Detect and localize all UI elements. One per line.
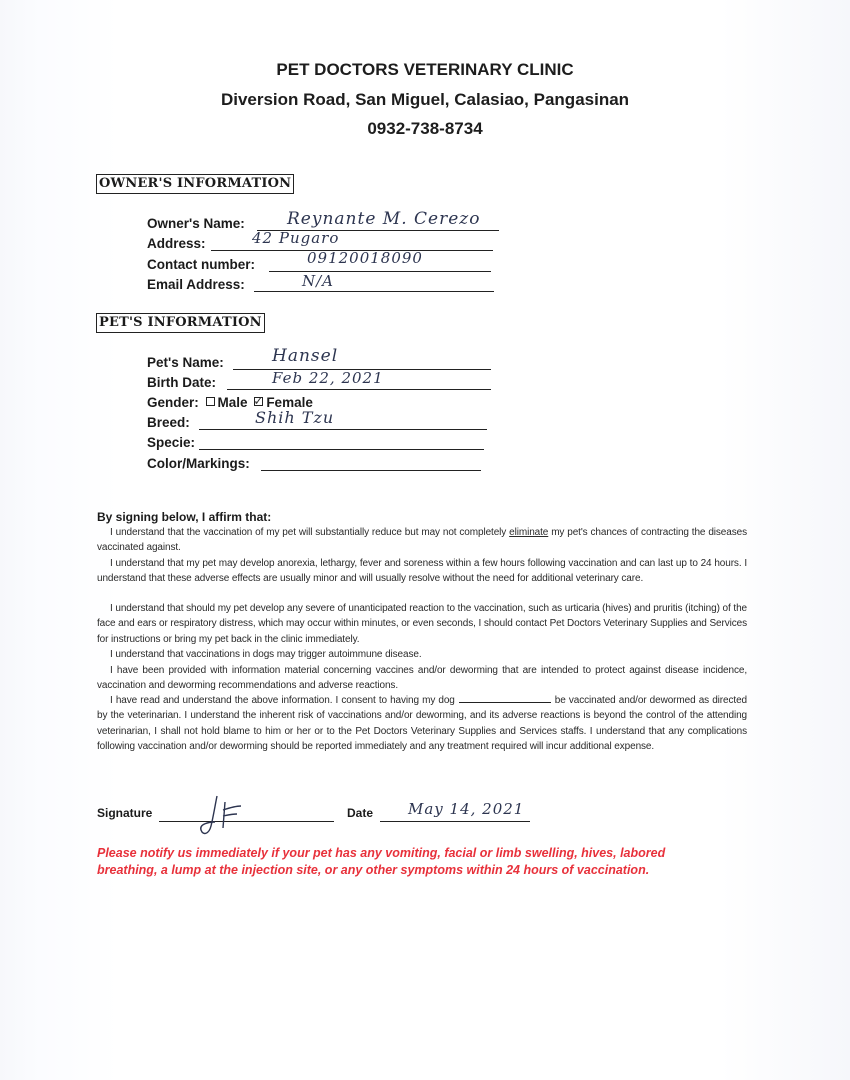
check-mark-icon: ✓ [253, 394, 264, 408]
pet-breed-line [199, 429, 487, 430]
clinic-phone: 0932-738-8734 [367, 119, 483, 138]
pet-color-line [261, 470, 481, 471]
clinic-name: PET DOCTORS VETERINARY CLINIC [276, 60, 574, 79]
owner-email-line [254, 291, 494, 292]
clinic-address: Diversion Road, San Miguel, Calasiao, Pangasinan [220, 90, 630, 109]
signature-scribble-icon [195, 792, 255, 840]
affirm-heading: By signing below, I affirm that: [97, 510, 272, 524]
consent-paragraph-3: I understand that should my pet develop any severe of unanticipated reaction to the vaccination, such as urticaria (hives) and pruritis (itching) of the face and ears or respiratory distress, which may occur within minutes, or even seconds, I should contact Pet Doctors Veterinary Supplies and Services for instructions or bring my pet back in the clinic immediately. [97, 603, 747, 645]
consent-paragraph-4: I understand that vaccinations in dogs may trigger autoimmune disease. [110, 649, 422, 660]
owner-email-value: N/A [302, 272, 335, 290]
signature-label: Signature [97, 806, 153, 820]
owner-section-heading: OWNER'S INFORMATION [96, 174, 294, 194]
owner-email-label: Email Address: [147, 277, 245, 292]
owner-name-label: Owner's Name: [147, 216, 245, 231]
pet-color-label: Color/Markings: [147, 456, 250, 471]
female-checkbox[interactable] [253, 394, 264, 408]
pet-birth-line [227, 389, 491, 390]
date-value: May 14, 2021 [408, 800, 525, 818]
pet-name-label: Pet's Name: [147, 355, 224, 370]
pet-breed-label: Breed: [147, 415, 190, 430]
underlined-word: eliminate [509, 527, 549, 538]
dog-name-blank [459, 694, 551, 703]
pet-birth-value: Feb 22, 2021 [272, 369, 384, 387]
pet-section-heading: PET'S INFORMATION [96, 313, 265, 333]
pet-breed-value: Shih Tzu [255, 408, 335, 427]
female-label: Female [266, 395, 313, 410]
warning-notice: Please notify us immediately if your pet has any vomiting, facial or limb swelling, hives, labored breathing, a lump at the injection site, or any other symptoms within 24 hours of vaccination. [97, 846, 666, 877]
pet-name-value: Hansel [272, 346, 339, 366]
owner-name-value: Reynante M. Cerezo [287, 209, 481, 229]
pet-gender-label: Gender: [147, 395, 199, 410]
pet-specie-line [199, 449, 484, 450]
owner-contact-value: 09120018090 [307, 249, 423, 267]
pet-birth-label: Birth Date: [147, 375, 217, 390]
date-line [380, 821, 530, 822]
date-label: Date [347, 806, 374, 820]
pet-specie-label: Specie: [147, 435, 196, 450]
consent-paragraph-1: I understand that the vaccination of my pet will substantially reduce but may not completely eliminate my pet's chances of contracting the diseases vaccinated against. [97, 527, 747, 554]
owner-address-value: 42 Pugaro [252, 229, 340, 247]
consent-paragraph-6: I have read and understand the above information. I consent to having my dog be vaccinated and/or dewormed as directed by the veterinarian. I understand the inherent risk of vaccinations and/or deworming, and its adverse reactions is beyond the control of the attending veterinarian, I shall not hold blame to him or her or to the Pet Doctors Veterinary Supplies and Services staffs. I understand that any complications following vaccination and/or deworming should be reported immediately and any treatment required will incur additional expense. [97, 695, 747, 752]
male-label: Male [217, 395, 248, 410]
owner-address-label: Address: [147, 236, 206, 251]
male-checkbox[interactable] [206, 397, 215, 406]
consent-paragraph-2: I understand that my pet may develop anorexia, lethargy, fever and soreness within a few hours following vaccination and can last up to 24 hours. I understand that these adverse effects are usually minor and will usually resolve without the need for additional veterinary care. [97, 558, 747, 585]
owner-contact-label: Contact number: [147, 257, 255, 272]
consent-paragraph-5: I have been provided with information material concerning vaccines and/or deworming that are intended to protect against disease incidence, vaccination and deworming recommendations and adverse reactions. [97, 665, 747, 692]
